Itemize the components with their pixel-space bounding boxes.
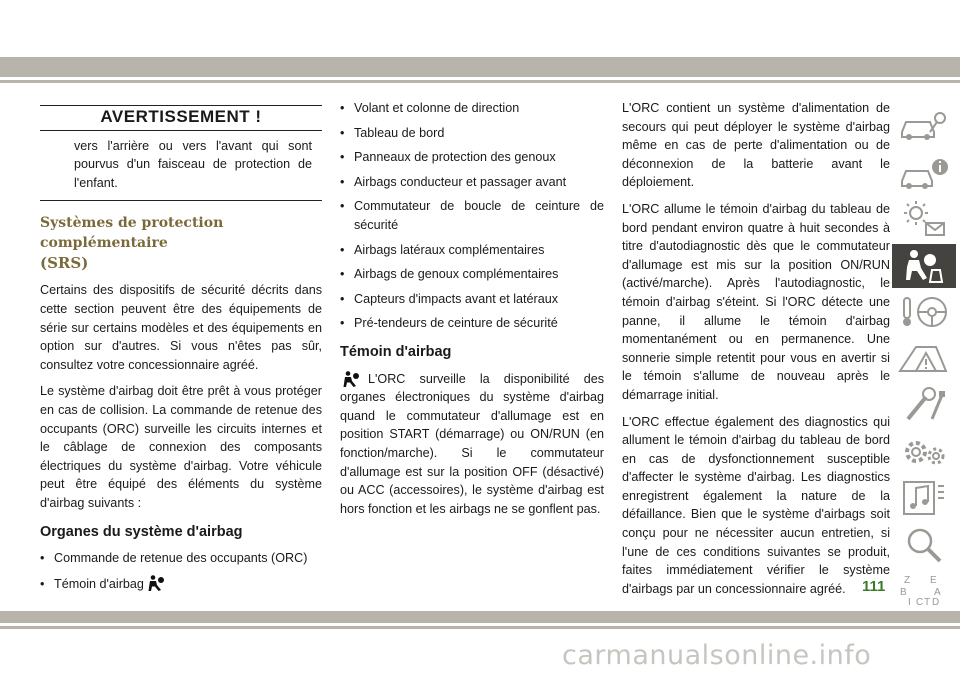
airbag-warning-icon [340,370,362,388]
paragraph: Certains des dispositifs de sécurité décrits dans cette section peuvent être des équipements de série sur certains modèles et des équipements en option sur d'autres. Si vous n'êtes pas sûr, consultez votre concessionnaire agréé. [40,283,322,372]
list-item: • Tableau de bord [340,125,445,140]
list-item: • Pré-tendeurs de ceinture de sécurité [340,316,558,331]
warning-box [40,105,322,201]
chapter-sidebar [892,104,956,616]
index-letter: A [934,587,941,598]
paragraph: L'ORC contient un système d'alimentation de secours qui peut déployer le système d'airbag même en cas de perte d'alimentation ou de déconnexion de la batterie avant le déploiement. [622,101,890,190]
index-letter: D [932,597,940,608]
car-info-icon [896,153,952,193]
indicator-heading: Témoin d'airbag [340,343,452,360]
tab-car-key[interactable] [892,104,956,148]
footer-rule [0,626,960,629]
gear-settings-icon [896,432,952,472]
list-item: • Témoin d'airbag [40,574,322,594]
index-letter: E [930,575,937,586]
steering-wheel-icon [896,292,952,332]
list-item: • Capteurs d'impacts avant et latéraux [340,291,559,306]
page-number: 111 [862,578,886,595]
index-letter: B [900,587,907,598]
tab-car-info[interactable] [892,151,956,195]
paragraph: Le système d'airbag doit être prêt à vous protéger en cas de collision. La commande de retenue des occupants (ORC) surveille les circuits internes et le câblage de connexion des composants électriques du système d'airbag. Votre véhicule peut être équipé des éléments du système d'airbag suivants : [40,384,322,510]
paragraph: L'ORC allume le témoin d'airbag du tableau de bord pendant environ quatre à huit secondes à titre d'autodiagnostic dès que le commutateur d'allumage est mis sur la position ON/RUN (activé/marche). Après l'autodiagnostic, le témoin d'airbag s'éteint. Si l'ORC détecte une panne, il allume le témoin d'airbag momentanément ou en permanence. Une sonnerie simple retentit pour vous en avertir si le témoin s'allume de nouveau après le démarrage initial. [622,201,890,402]
tab-steering-wheel[interactable] [892,290,956,334]
list-item: • Airbags latéraux complémentaires [340,242,545,257]
list-item: • Volant et colonne de direction [340,101,520,115]
tab-airbag-safety[interactable] [892,244,956,288]
footer-band [0,611,960,623]
index-letter: T [924,597,931,608]
tab-tools[interactable] [892,383,956,427]
tab-index-letters[interactable] [892,569,956,613]
tools-icon [896,385,952,425]
warning-text: vers l'arrière ou vers l'avant qui sont pourvus d'un faisceau de protection de l'enfant. [74,138,312,190]
list-item: • Airbags de genoux complémentaires [340,267,559,282]
indicator-paragraph: L'ORC surveille la disponibilité des organes électroniques du système d'airbag quand le commutateur d'allumage est en position START (démarrage) ou ON/RUN (en fonction/marche). Si le commutateur d'allumage est sur la position OFF (désactivé) ou ACC (accessoires), le système d'airbag est hors fonction et les airbags ne se gonflent pas. [340,371,604,516]
components-heading: Organes du système d'airbag [40,523,243,540]
column-middle [340,99,604,526]
paragraph: L'ORC effectue également des diagnostics qui allument le témoin d'airbag du tableau de bord en cas de dysfonctionnement susceptible d'affecter le système d'airbag. Les diagnostics enregistrent également la nature de la défaillance. Bien que le système d'airbags soit conçu pour ne nécessiter aucun entretien, si l'une de ces conditions suivantes se produit, faites immédiatement vérifier le système d'airbags par un concessionnaire agréé. [622,414,890,596]
tab-warning-car[interactable] [892,337,956,381]
column-right [622,99,890,606]
tab-magnifier-search[interactable] [892,523,956,567]
airbag-warning-icon [147,574,165,592]
index-letter: Z [904,575,911,586]
index-letters-icon [896,571,952,611]
warning-car-icon [896,339,952,379]
music-multimedia-icon [896,478,952,518]
srs-heading-abbr: (SRS) [40,254,89,273]
tab-dashboard-lights[interactable] [892,197,956,241]
list-item: • Panneaux de protection des genoux [340,150,556,165]
list-item: • Commande de retenue des occupants (ORC) [40,551,308,566]
tab-music-multimedia[interactable] [892,476,956,520]
header-rule [0,80,960,83]
header-band [0,57,960,77]
warning-title: AVERTISSEMENT ! [40,106,322,131]
list-item: • Airbags conducteur et passager avant [340,174,567,189]
index-letter: C [916,597,924,608]
column-left [40,99,322,599]
dashboard-lights-icon [896,199,952,239]
srs-heading [40,213,322,273]
car-key-icon [896,106,952,146]
airbag-safety-icon [896,246,952,286]
list-item: • Commutateur de boucle de ceinture de sécurité [340,199,604,232]
srs-heading-text: Systèmes de protection complémentaire [40,215,224,252]
index-letter: I [908,597,911,608]
watermark: carmanualsonline.info [562,640,872,671]
magnifier-search-icon [896,525,952,565]
tab-gear-settings[interactable] [892,430,956,474]
